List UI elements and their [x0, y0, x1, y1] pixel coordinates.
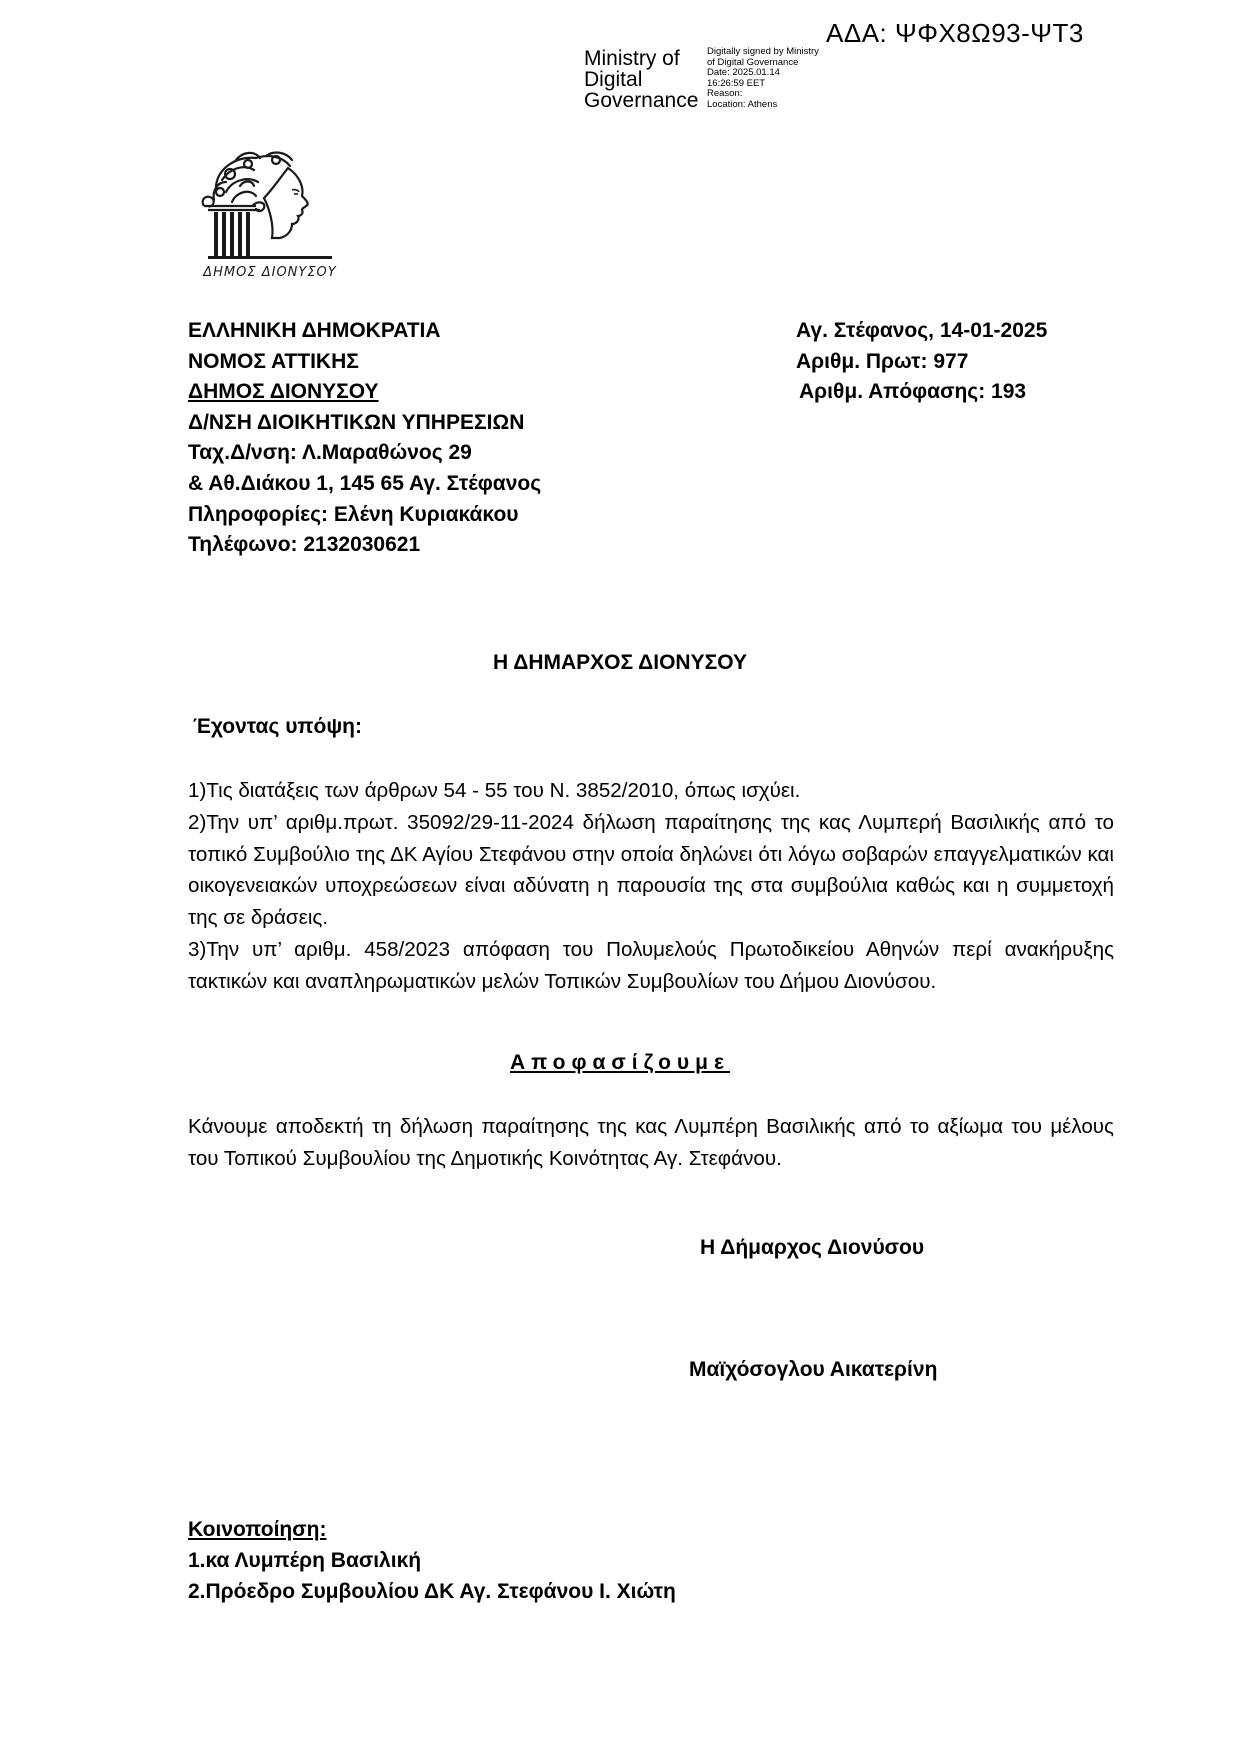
dionysus-head-icon: [196, 146, 342, 282]
municipality-logo: [196, 146, 342, 282]
date-line: Αγ. Στέφανος, 14-01-2025: [796, 319, 1048, 342]
signature-org-line: Ministry of: [584, 47, 680, 70]
notification-item: 2.Πρόεδρο Συμβουλίου ΔΚ Αγ. Στεφάνου Ι. Χιώτη: [188, 1580, 676, 1603]
notification-block: [188, 1514, 676, 1607]
logo-caption: ΔΗΜΟΣ ΔΙΟΝΥΣΟΥ: [203, 265, 337, 280]
signature-meta-line: Digitally signed by Ministry: [707, 46, 819, 57]
header-line: ΝΟΜΟΣ ΑΤΤΙΚΗΣ: [188, 349, 359, 373]
header-line: ΕΛΛΗΝΙΚΗ ΔΗΜΟΚΡΑΤΙΑ: [188, 319, 441, 342]
protocol-number: Αριθμ. Πρωτ: 977: [796, 349, 969, 373]
consideration-item: 2)Την υπ’ αριθμ.πρωτ. 35092/29-11-2024 δήλωση παραίτησης της κας Λυμπερή Βασιλικής από το τοπικό Συμβούλιο της ΔΚ Αγίου Στεφάνου στην οποία δηλώνει ότι λόγω σοβαρών επαγγελματικών και οικογενειακών υποχρεώσεων είναι αδύνατη η παρουσία της στα συμβούλια καθώς και η συμμετοχή της σε δράσεις.: [188, 810, 1114, 930]
notification-label: Κοινοποίηση:: [188, 1518, 327, 1541]
header-line: Πληροφορίες: Ελένη Κυριακάκου: [188, 502, 519, 526]
header-line: Δ/ΝΣΗ ΔΙΟΙΚΗΤΙΚΩΝ ΥΠΗΡΕΣΙΩΝ: [188, 410, 525, 434]
consideration-item: 3)Την υπ’ αριθμ. 458/2023 απόφαση του Πολυμελούς Πρωτοδικείου Αθηνών περί ανακήρυξης τακτικών και αναπληρωματικών μελών Τοπικών Συμβουλίων του Δήμου Διονύσου.: [188, 937, 1114, 993]
header-line-municipality: ΔΗΜΟΣ ΔΙΟΝΥΣΟΥ: [188, 380, 379, 404]
signature-org-line: Governance: [584, 89, 699, 112]
header-line: Τηλέφωνο: 2132030621: [188, 533, 421, 557]
reference-header: [796, 316, 1047, 408]
decision-number: Αριθμ. Απόφασης: 193: [799, 380, 1027, 404]
issuer-header: [188, 316, 541, 561]
considering-heading: Έχοντας υπόψη:: [193, 715, 362, 738]
notification-item: 1.κα Λυμπέρη Βασιλική: [188, 1549, 422, 1572]
consideration-item: 1)Τις διατάξεις των άρθρων 54 - 55 του Ν. 3852/2010, όπως ισχύει.: [188, 779, 801, 802]
considerations: [188, 775, 1114, 998]
document-title: Η ΔΗΜΑΡΧΟΣ ΔΙΟΝΥΣΟΥ: [493, 651, 747, 674]
signature-meta-line: Reason:: [707, 88, 743, 99]
signature-meta-line: Date: 2025.01.14: [707, 67, 780, 78]
signature-metadata: [707, 47, 819, 110]
decide-heading: Αποφασίζουμε: [510, 1051, 730, 1074]
signatory-name: Μαϊχόσογλου Αικατερίνη: [689, 1358, 938, 1381]
signatory-title: Η Δήμαρχος Διονύσου: [700, 1236, 925, 1259]
decision-text: Κάνουμε αποδεκτή τη δήλωση παραίτησης της κας Λυμπέρη Βασιλικής από το αξίωμα του μέλους του Τοπικού Συμβουλίου της Δημοτικής Κοινότητας Αγ. Στεφάνου.: [188, 1115, 1114, 1170]
header-line: Ταχ.Δ/νση: Λ.Μαραθώνος 29: [188, 441, 472, 465]
signature-meta-line: 16:26:59 EET: [707, 77, 766, 89]
signature-org-line: Digital: [584, 68, 643, 91]
signature-organization: [584, 48, 698, 111]
signature-meta-line: of Digital Governance: [707, 56, 799, 68]
ada-code: ΑΔΑ: ΨΦΧ8Ω93-ΨΤ3: [826, 18, 1084, 48]
signature-meta-line: Location: Athens: [707, 98, 778, 110]
header-line: & Αθ.Διάκου 1, 145 65 Αγ. Στέφανος: [188, 471, 542, 495]
